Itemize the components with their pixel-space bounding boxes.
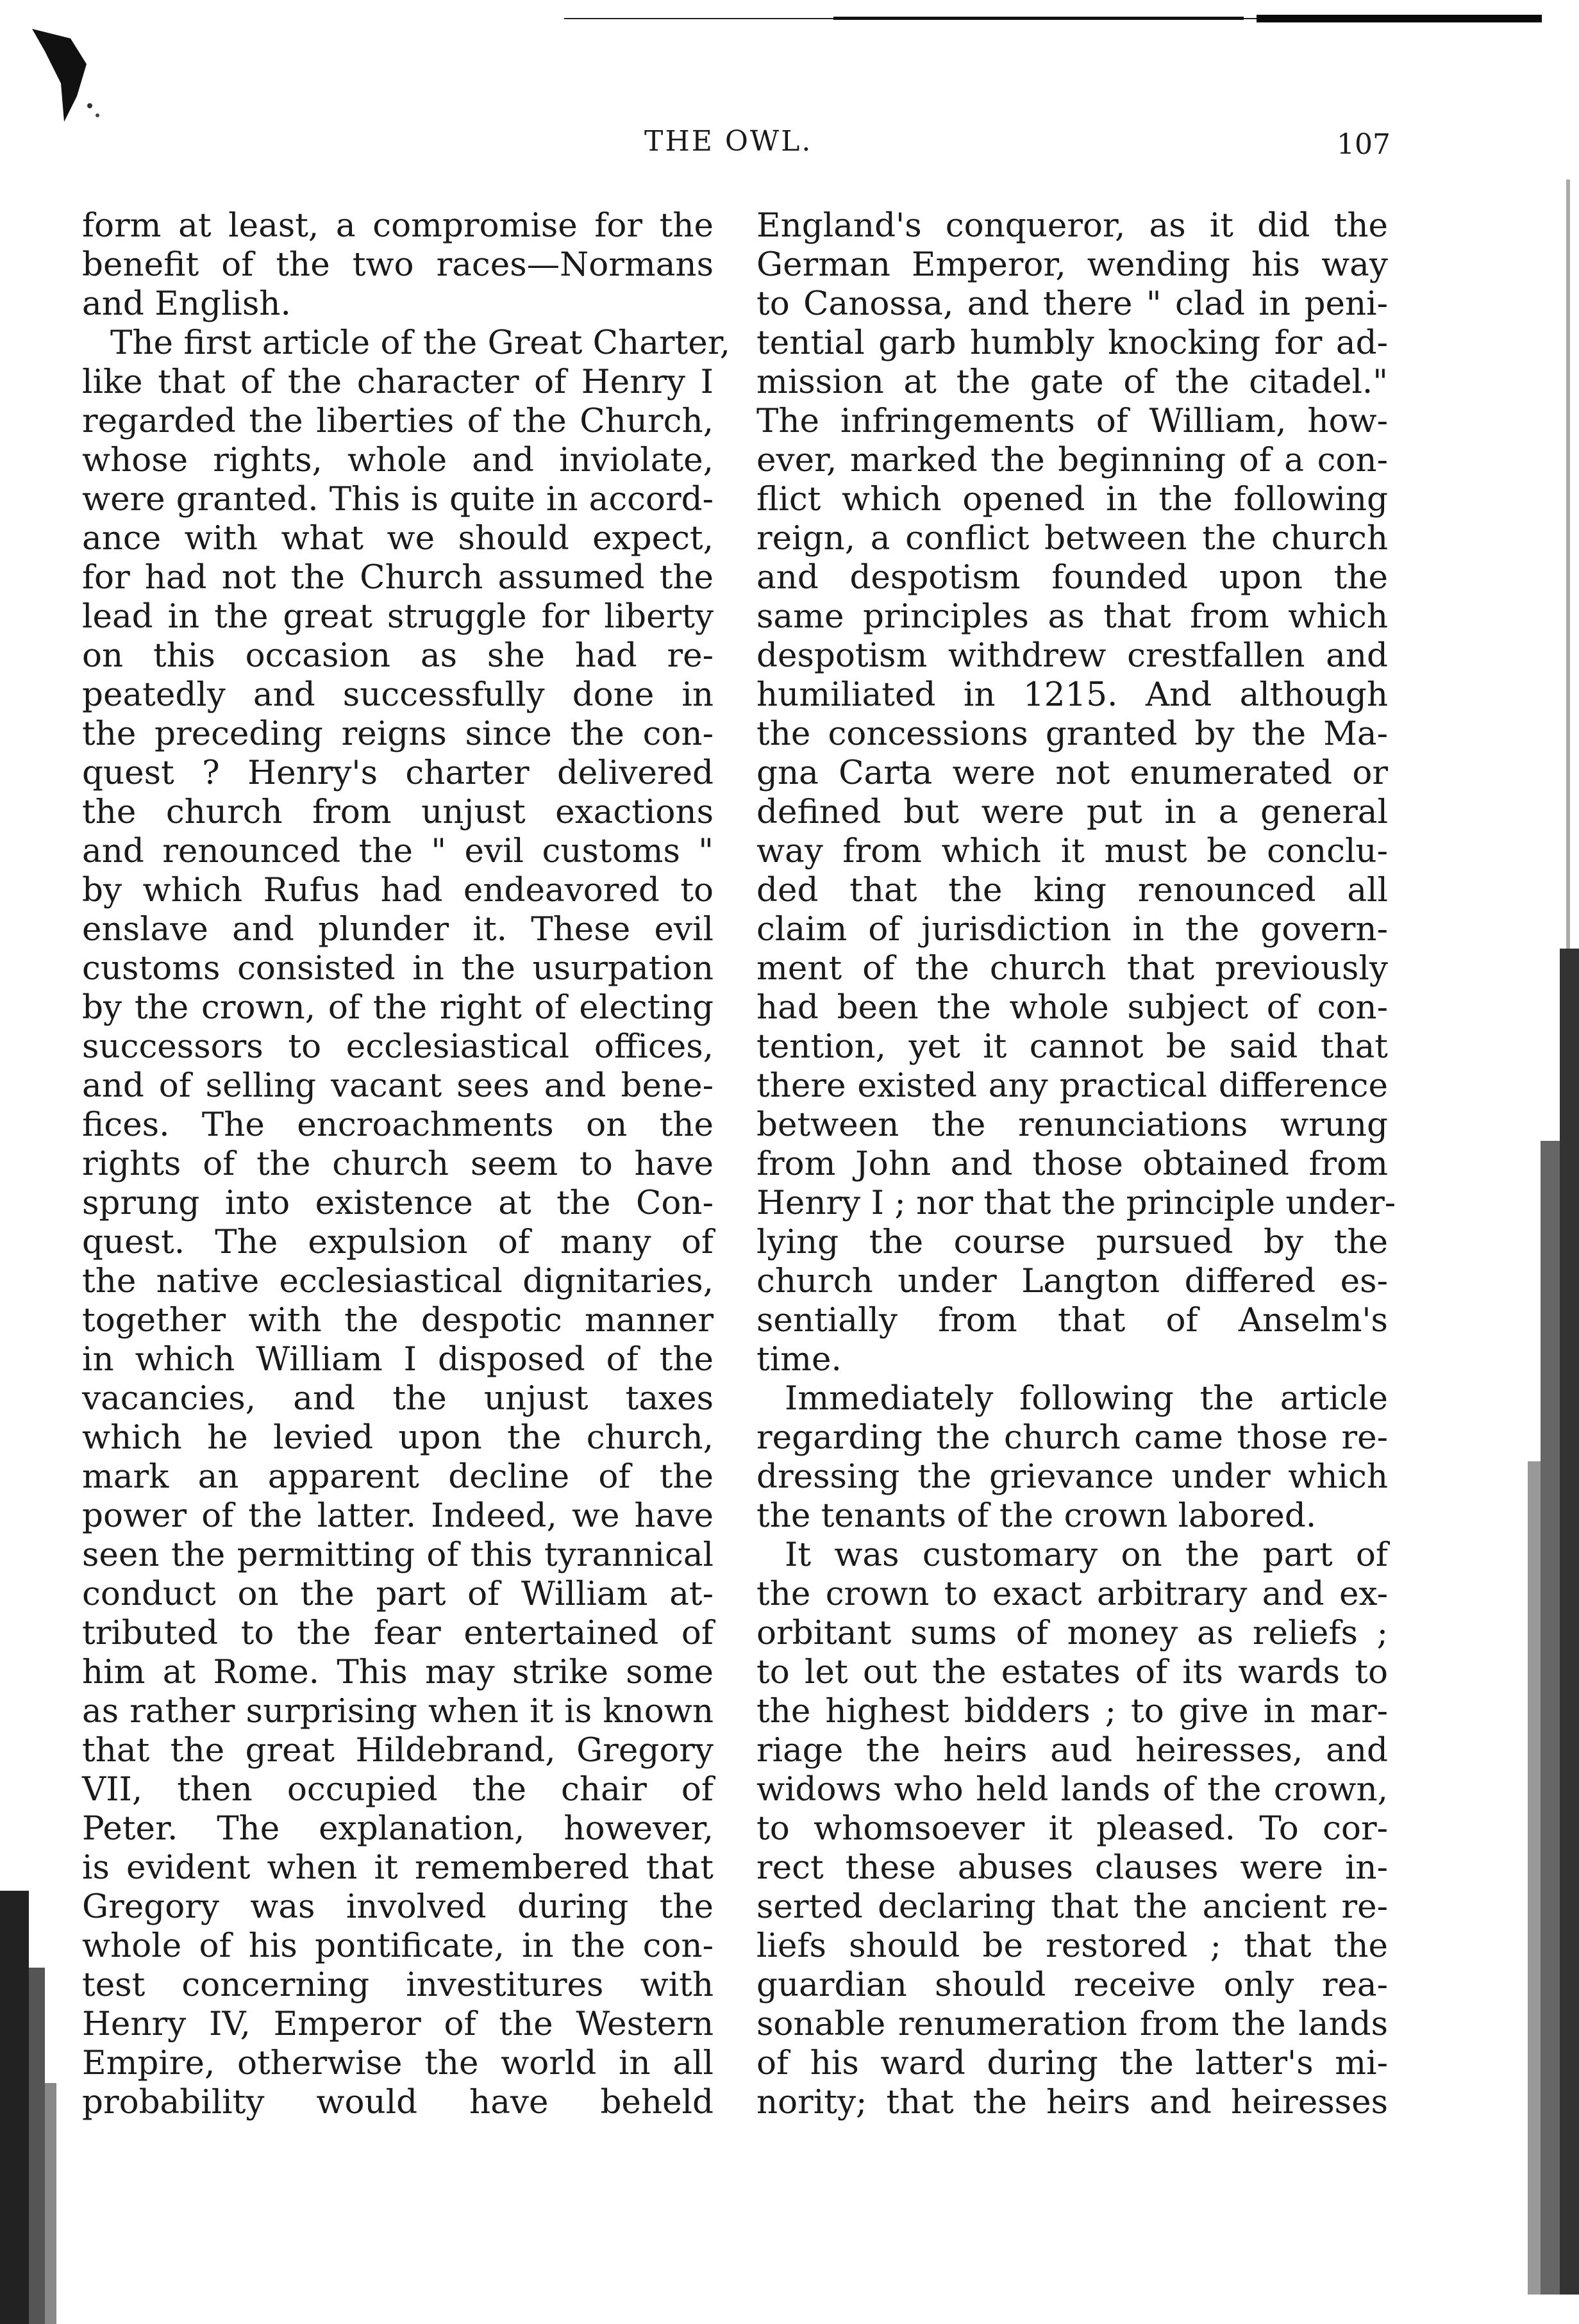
text-line: form at least, a compromise for the — [82, 206, 714, 245]
text-line: Peter. The explanation, however, — [82, 1809, 714, 1848]
text-line: for had not the Church assumed the — [82, 558, 714, 597]
right-text-column — [756, 206, 1396, 2122]
text-line: rights of the church seem to have — [82, 1145, 714, 1183]
left-text-column — [82, 206, 731, 2122]
text-line: benefit of the two races—Normans — [82, 245, 714, 284]
text-line: It was customary on the part of — [785, 1536, 1388, 1574]
text-line: vacancies, and the unjust taxes — [82, 1379, 714, 1418]
text-line: the highest bidders ; to give in mar- — [756, 1692, 1388, 1731]
text-line: to Canossa, and there " clad in peni- — [756, 285, 1388, 323]
text-line: tributed to the fear entertained of — [82, 1614, 714, 1652]
text-line: England's conqueror, as it did the — [756, 206, 1388, 245]
text-line: as rather surprising when it is known — [82, 1692, 714, 1731]
text-line: conduct on the part of William at- — [82, 1575, 714, 1613]
text-line: fices. The encroachments on the — [82, 1106, 714, 1144]
text-line: defined but were put in a general — [756, 793, 1388, 831]
text-line: rect these abuses clauses were in- — [756, 1848, 1388, 1887]
text-line: liefs should be restored ; that the — [756, 1927, 1388, 1965]
text-line: sentially from that of Anselm's — [756, 1301, 1388, 1340]
text-line: ance with what we should expect, — [82, 519, 714, 558]
scan-corner-smudge — [26, 26, 109, 128]
text-line: VII, then occupied the chair of — [82, 1770, 714, 1809]
text-line: the concessions granted by the Ma- — [756, 715, 1388, 753]
text-line: like that of the character of Henry I — [82, 363, 714, 401]
text-line: mark an apparent decline of the — [82, 1457, 714, 1496]
scan-right-edge-noise — [1502, 179, 1579, 2295]
text-line: guardian should receive only rea- — [756, 1966, 1388, 2004]
text-line: had been the whole subject of con- — [756, 988, 1388, 1027]
text-line: the tenants of the crown labored. — [756, 1497, 1317, 1535]
text-line: and English. — [82, 285, 291, 323]
text-line: and despotism founded upon the — [756, 558, 1388, 597]
text-line: to whomsoever it pleased. To cor- — [756, 1809, 1388, 1848]
text-line: Henry IV, Emperor of the Western — [82, 2005, 714, 2043]
text-line: sonable renumeration from the lands — [756, 2005, 1388, 2043]
text-line: despotism withdrew crestfallen and — [756, 636, 1388, 675]
text-line: tential garb humbly knocking for ad- — [756, 324, 1388, 362]
text-line: ded that the king renounced all — [756, 871, 1388, 909]
text-line: lead in the great struggle for liberty — [82, 597, 714, 636]
text-line: serted declaring that the ancient re- — [756, 1888, 1388, 1926]
scan-left-edge-noise — [0, 1891, 77, 2324]
text-line: Henry I ; nor that the principle under- — [756, 1184, 1396, 1222]
text-line: sprung into existence at the Con- — [82, 1184, 714, 1222]
text-line: reign, a conflict between the church — [756, 519, 1388, 558]
text-line: successors to ecclesiastical offices, — [82, 1027, 714, 1066]
text-line: of his ward during the latter's mi- — [756, 2044, 1388, 2082]
text-line: time. — [756, 1340, 842, 1379]
text-line: probability would have beheld — [82, 2083, 714, 2121]
text-line: by which Rufus had endeavored to — [82, 871, 714, 909]
text-line: that the great Hildebrand, Gregory — [82, 1731, 714, 1770]
running-head-title: THE OWL. — [644, 125, 813, 158]
text-line: from John and those obtained from — [756, 1145, 1388, 1183]
text-line: customs consisted in the usurpation — [82, 949, 714, 988]
text-line: dressing the grievance under which — [756, 1457, 1388, 1496]
scan-top-rule — [564, 14, 1542, 23]
text-line: test concerning investitures with — [82, 1966, 714, 2004]
text-line: quest. The expulsion of many of — [82, 1223, 714, 1261]
text-line: widows who held lands of the crown, — [756, 1770, 1388, 1809]
text-line: together with the despotic manner — [82, 1301, 714, 1340]
text-line: quest ? Henry's charter delivered — [82, 754, 714, 792]
text-line: the native ecclesiastical dignitaries, — [82, 1262, 714, 1300]
text-line: by the crown, of the right of electing — [82, 988, 714, 1027]
text-line: power of the latter. Indeed, we have — [82, 1497, 714, 1535]
text-line: riage the heirs aud heiresses, and — [756, 1731, 1388, 1770]
text-line: seen the permitting of this tyrannical — [82, 1536, 714, 1574]
text-line: flict which opened in the following — [756, 480, 1388, 519]
text-line: gna Carta were not enumerated or — [756, 754, 1388, 792]
text-line: nority; that the heirs and heiresses — [756, 2083, 1388, 2121]
text-line: and of selling vacant sees and bene- — [82, 1067, 714, 1105]
text-line: the crown to exact arbitrary and ex- — [756, 1575, 1388, 1613]
text-line: which he levied upon the church, — [82, 1418, 714, 1457]
text-line: same principles as that from which — [756, 597, 1388, 636]
text-line: The first article of the Great Charter, — [110, 324, 731, 362]
text-line: Empire, otherwise the world in all — [82, 2044, 714, 2082]
text-line: church under Langton differed es- — [756, 1262, 1388, 1300]
text-line: to let out the estates of its wards to — [756, 1653, 1388, 1691]
text-line: between the renunciations wrung — [756, 1106, 1388, 1144]
text-line: enslave and plunder it. These evil — [82, 910, 714, 949]
text-line: orbitant sums of money as reliefs ; — [756, 1614, 1388, 1652]
text-line: whose rights, whole and inviolate, — [82, 441, 714, 479]
text-line: him at Rome. This may strike some — [82, 1653, 714, 1691]
text-line: tention, yet it cannot be said that — [756, 1027, 1388, 1066]
text-line: there existed any practical difference — [756, 1067, 1388, 1105]
text-line: in which William I disposed of the — [82, 1340, 714, 1379]
text-line: were granted. This is quite in accord- — [82, 480, 714, 519]
text-line: claim of jurisdiction in the govern- — [756, 910, 1388, 949]
text-line: Gregory was involved during the — [82, 1888, 714, 1926]
text-line: regarded the liberties of the Church, — [82, 402, 714, 440]
text-line: the church from unjust exactions — [82, 793, 714, 831]
text-line: peatedly and successfully done in — [82, 676, 714, 714]
text-line: regarding the church came those re- — [756, 1418, 1388, 1457]
text-line: and renounced the " evil customs " — [82, 832, 714, 870]
text-line: German Emperor, wending his way — [756, 245, 1388, 284]
text-line: humiliated in 1215. And although — [756, 676, 1388, 714]
text-line: mission at the gate of the citadel." — [756, 363, 1388, 401]
text-line: lying the course pursued by the — [756, 1223, 1388, 1261]
text-line: the preceding reigns since the con- — [82, 715, 714, 753]
text-line: is evident when it remembered that — [82, 1848, 714, 1887]
text-line: way from which it must be conclu- — [756, 832, 1388, 870]
text-line: on this occasion as she had re- — [82, 636, 714, 675]
text-line: Immediately following the article — [785, 1379, 1388, 1418]
page-number: 107 — [1337, 128, 1391, 161]
text-line: ever, marked the beginning of a con- — [756, 441, 1388, 479]
text-line: The infringements of William, how- — [756, 402, 1388, 440]
text-line: ment of the church that previously — [756, 949, 1388, 988]
text-line: whole of his pontificate, in the con- — [82, 1927, 714, 1965]
